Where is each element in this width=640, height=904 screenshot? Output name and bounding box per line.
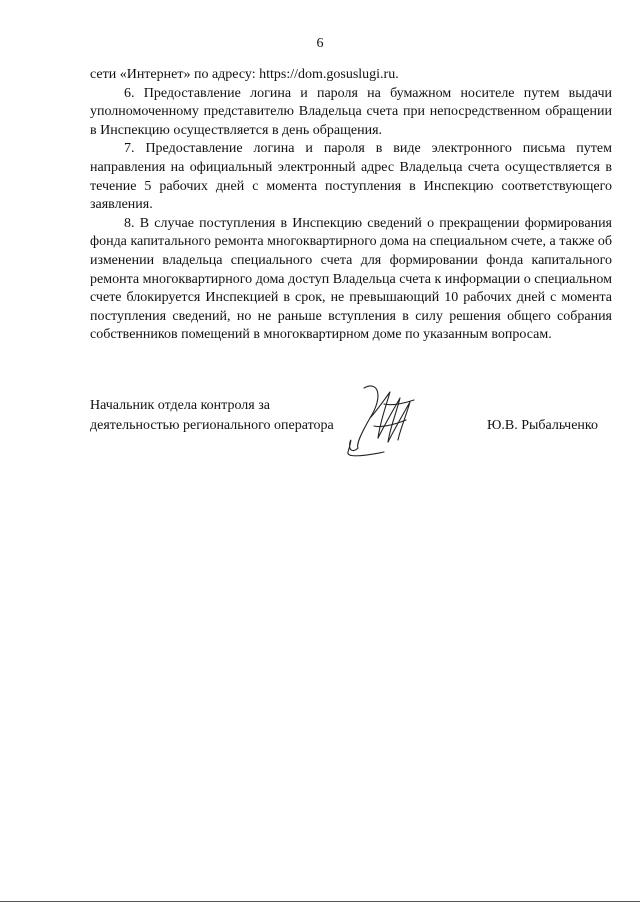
paragraph-6: 6. Предоставление логина и пароля на бумажном носителе путем выдачи уполномоченному представителю Владельца счета при непосредственном обращении в Инспекцию осуществляется в день обращения. [90,85,612,138]
document-body [90,66,612,345]
signature-block [90,396,612,466]
page-number: 6 [316,36,324,51]
signer-title-line-2: деятельностью регионального оператора [90,418,334,433]
paragraph-7: 7. Предоставление логина и пароля в виде электронного письма путем направления на официальный электронный адрес Владельца счета осуществляется в течение 5 рабочих дней с момента поступления в Инспекцию соответствующего заявления. [90,141,612,213]
paragraph-continuation: сети «Интернет» по адресу: https://dom.gosuslugi.ru. [90,67,399,82]
page-bottom-rule [0,901,640,902]
signer-title [90,396,334,436]
signer-name: Ю.В. Рыбальченко [486,418,598,433]
paragraph-8: 8. В случае поступления в Инспекцию сведений о прекращении формирования фонда капитального ремонта многоквартирного дома на специальном счете, а также об изменении владельца специального счета для формировании фонда капитального ремонта многоквартирного дома доступ Владельца счета к информации о специальном счете блокируется Инспекцией в срок, не превышающий 10 рабочих дней с момента поступления сведений, но не раньше вступления в силу решения общего собрания собственников помещений в многоквартирном доме по указанным вопросам. [90,215,612,343]
signer-title-line-1: Начальник отдела контроля за [90,398,270,413]
handwritten-signature [344,382,434,462]
